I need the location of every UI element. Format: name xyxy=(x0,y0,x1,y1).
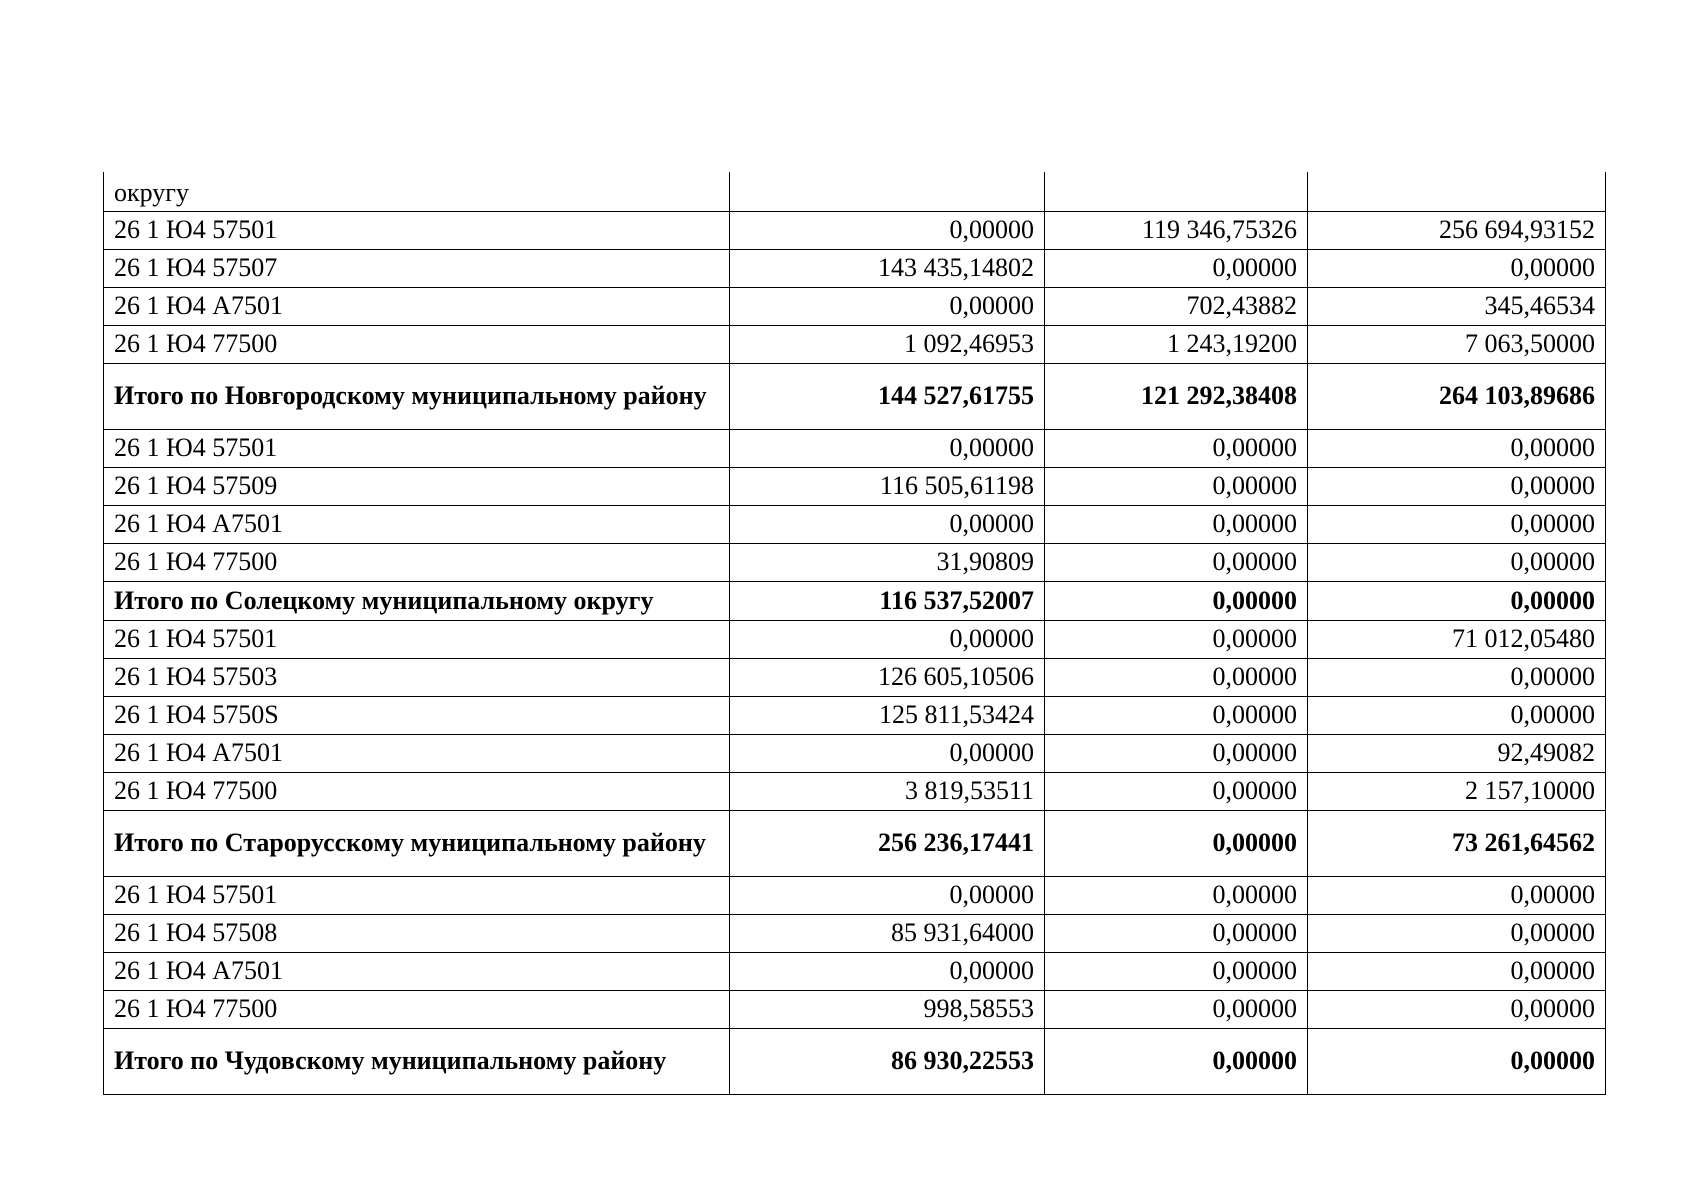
value-cell-2: 0,00000 xyxy=(1045,467,1308,505)
row-label-cell: 26 1 Ю4 57501 xyxy=(104,620,730,658)
table-row xyxy=(104,952,1606,990)
value-cell-2: 0,00000 xyxy=(1045,1028,1308,1094)
value-cell-2: 119 346,75326 xyxy=(1045,211,1308,249)
value-cell-2: 0,00000 xyxy=(1045,810,1308,876)
table-body xyxy=(104,172,1606,1094)
value-cell-1: 3 819,53511 xyxy=(730,772,1045,810)
value-cell-3: 0,00000 xyxy=(1308,249,1606,287)
value-cell-2: 702,43882 xyxy=(1045,287,1308,325)
row-label-cell: округу xyxy=(104,172,730,211)
table-row xyxy=(104,620,1606,658)
table-row xyxy=(104,990,1606,1028)
row-label-cell: 26 1 Ю4 57503 xyxy=(104,658,730,696)
row-label-cell: 26 1 Ю4 77500 xyxy=(104,990,730,1028)
value-cell-2: 0,00000 xyxy=(1045,734,1308,772)
table-row xyxy=(104,696,1606,734)
value-cell-3: 0,00000 xyxy=(1308,429,1606,467)
total-row xyxy=(104,1028,1606,1094)
value-cell-3: 264 103,89686 xyxy=(1308,363,1606,429)
row-label-cell: 26 1 Ю4 А7501 xyxy=(104,952,730,990)
row-label-cell: Итого по Новгородскому муниципальному району xyxy=(104,363,730,429)
value-cell-2: 0,00000 xyxy=(1045,581,1308,620)
row-label-cell: 26 1 Ю4 57507 xyxy=(104,249,730,287)
table-row xyxy=(104,658,1606,696)
value-cell-1: 0,00000 xyxy=(730,620,1045,658)
table-row xyxy=(104,249,1606,287)
value-cell-1: 126 605,10506 xyxy=(730,658,1045,696)
value-cell-2: 0,00000 xyxy=(1045,658,1308,696)
row-label-cell: Итого по Солецкому муниципальному округу xyxy=(104,581,730,620)
table-row xyxy=(104,325,1606,363)
value-cell-1: 0,00000 xyxy=(730,876,1045,914)
value-cell-1: 31,90809 xyxy=(730,543,1045,581)
value-cell-1: 125 811,53424 xyxy=(730,696,1045,734)
continued-row xyxy=(104,172,1606,211)
value-cell-1: 0,00000 xyxy=(730,211,1045,249)
value-cell-1: 0,00000 xyxy=(730,952,1045,990)
row-label-cell: 26 1 Ю4 57501 xyxy=(104,429,730,467)
row-label-cell: 26 1 Ю4 57508 xyxy=(104,914,730,952)
value-cell-1: 116 537,52007 xyxy=(730,581,1045,620)
value-cell-2: 0,00000 xyxy=(1045,990,1308,1028)
budget-table xyxy=(103,172,1606,1095)
value-cell-3 xyxy=(1308,172,1606,211)
value-cell-1: 0,00000 xyxy=(730,287,1045,325)
value-cell-3: 0,00000 xyxy=(1308,696,1606,734)
table-row xyxy=(104,467,1606,505)
value-cell-3: 0,00000 xyxy=(1308,581,1606,620)
value-cell-3: 0,00000 xyxy=(1308,505,1606,543)
value-cell-2: 1 243,19200 xyxy=(1045,325,1308,363)
row-label-cell: Итого по Старорусскому муниципальному району xyxy=(104,810,730,876)
value-cell-1: 0,00000 xyxy=(730,505,1045,543)
value-cell-1: 0,00000 xyxy=(730,429,1045,467)
value-cell-3: 0,00000 xyxy=(1308,952,1606,990)
value-cell-2 xyxy=(1045,172,1308,211)
value-cell-1: 116 505,61198 xyxy=(730,467,1045,505)
value-cell-2: 0,00000 xyxy=(1045,543,1308,581)
row-label-cell: 26 1 Ю4 А7501 xyxy=(104,734,730,772)
value-cell-3: 2 157,10000 xyxy=(1308,772,1606,810)
value-cell-1: 86 930,22553 xyxy=(730,1028,1045,1094)
value-cell-2: 0,00000 xyxy=(1045,952,1308,990)
row-label-cell: Итого по Чудовскому муниципальному району xyxy=(104,1028,730,1094)
value-cell-3: 0,00000 xyxy=(1308,876,1606,914)
value-cell-3: 345,46534 xyxy=(1308,287,1606,325)
row-label-cell: 26 1 Ю4 77500 xyxy=(104,543,730,581)
total-row xyxy=(104,810,1606,876)
value-cell-2: 0,00000 xyxy=(1045,772,1308,810)
value-cell-1: 1 092,46953 xyxy=(730,325,1045,363)
value-cell-2: 121 292,38408 xyxy=(1045,363,1308,429)
value-cell-2: 0,00000 xyxy=(1045,876,1308,914)
value-cell-1: 144 527,61755 xyxy=(730,363,1045,429)
table-row xyxy=(104,543,1606,581)
value-cell-2: 0,00000 xyxy=(1045,249,1308,287)
table-row xyxy=(104,429,1606,467)
row-label-cell: 26 1 Ю4 77500 xyxy=(104,772,730,810)
value-cell-1 xyxy=(730,172,1045,211)
value-cell-3: 0,00000 xyxy=(1308,1028,1606,1094)
value-cell-1: 143 435,14802 xyxy=(730,249,1045,287)
table-row xyxy=(104,211,1606,249)
row-label-cell: 26 1 Ю4 57509 xyxy=(104,467,730,505)
value-cell-2: 0,00000 xyxy=(1045,914,1308,952)
value-cell-1: 256 236,17441 xyxy=(730,810,1045,876)
total-row xyxy=(104,363,1606,429)
row-label-cell: 26 1 Ю4 57501 xyxy=(104,876,730,914)
row-label-cell: 26 1 Ю4 А7501 xyxy=(104,287,730,325)
row-label-cell: 26 1 Ю4 А7501 xyxy=(104,505,730,543)
value-cell-3: 92,49082 xyxy=(1308,734,1606,772)
total-row xyxy=(104,581,1606,620)
value-cell-2: 0,00000 xyxy=(1045,505,1308,543)
table-row xyxy=(104,772,1606,810)
row-label-cell: 26 1 Ю4 57501 xyxy=(104,211,730,249)
value-cell-3: 0,00000 xyxy=(1308,990,1606,1028)
value-cell-2: 0,00000 xyxy=(1045,620,1308,658)
row-label-cell: 26 1 Ю4 77500 xyxy=(104,325,730,363)
value-cell-1: 0,00000 xyxy=(730,734,1045,772)
value-cell-2: 0,00000 xyxy=(1045,696,1308,734)
table-row xyxy=(104,876,1606,914)
table-row xyxy=(104,734,1606,772)
table-row xyxy=(104,287,1606,325)
value-cell-3: 73 261,64562 xyxy=(1308,810,1606,876)
table-row xyxy=(104,914,1606,952)
value-cell-3: 7 063,50000 xyxy=(1308,325,1606,363)
value-cell-3: 0,00000 xyxy=(1308,658,1606,696)
value-cell-3: 0,00000 xyxy=(1308,914,1606,952)
value-cell-3: 0,00000 xyxy=(1308,467,1606,505)
value-cell-3: 0,00000 xyxy=(1308,543,1606,581)
value-cell-3: 256 694,93152 xyxy=(1308,211,1606,249)
value-cell-1: 85 931,64000 xyxy=(730,914,1045,952)
value-cell-2: 0,00000 xyxy=(1045,429,1308,467)
value-cell-1: 998,58553 xyxy=(730,990,1045,1028)
value-cell-3: 71 012,05480 xyxy=(1308,620,1606,658)
row-label-cell: 26 1 Ю4 5750S xyxy=(104,696,730,734)
table-row xyxy=(104,505,1606,543)
